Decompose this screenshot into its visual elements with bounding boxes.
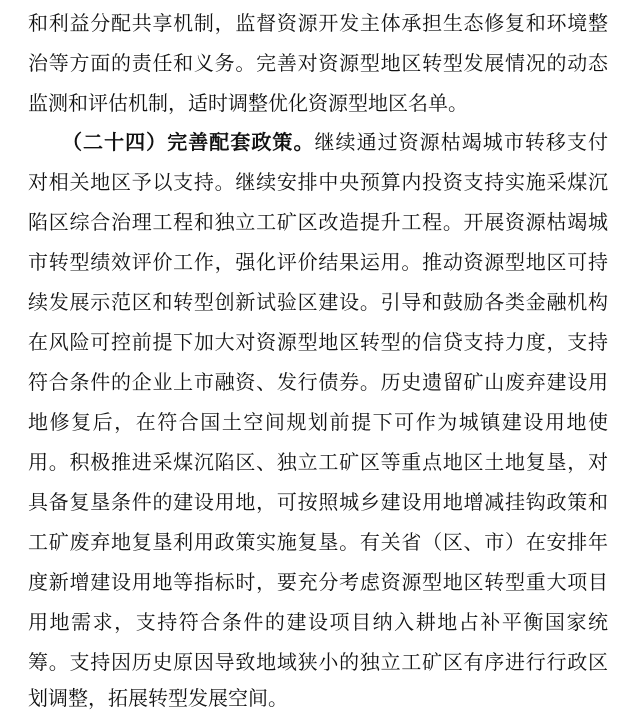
paragraph-2-line-2: 对相关地区予以支持。继续安排中央预算内投资支持实施采煤沉 — [28, 170, 608, 194]
section-heading: （二十四）完善配套政策。 — [62, 130, 315, 154]
paragraph-2-line-13: 用地需求，支持符合条件的建设项目纳入耕地占补平衡国家统 — [28, 610, 608, 634]
paragraph-2-line-15: 划调整，拓展转型发展空间。 — [28, 686, 288, 710]
paragraph-2-line-5: 续发展示范区和转型创新试验区建设。引导和鼓励各类金融机构 — [28, 290, 608, 314]
paragraph-2-line-1-rest: 继续通过资源枯竭城市转移支付 — [314, 130, 609, 154]
paragraph-1-line-3: 监测和评估机制，适时调整优化资源型地区名单。 — [28, 91, 468, 115]
paragraph-2-line-9: 用。积极推进采煤沉陷区、独立工矿区等重点地区土地复垦，对 — [28, 450, 608, 474]
paragraph-1-line-1: 和利益分配共享机制，监督资源开发主体承担生态修复和环境整 — [28, 11, 608, 35]
paragraph-2-line-7: 符合条件的企业上市融资、发行债券。历史遗留矿山废弃建设用 — [28, 370, 608, 394]
paragraph-2-line-10: 具备复垦条件的建设用地，可按照城乡建设用地增减挂钩政策和 — [28, 490, 608, 514]
paragraph-2-line-1 — [62, 122, 608, 162]
paragraph-2-line-3: 陷区综合治理工程和独立工矿区改造提升工程。开展资源枯竭城 — [28, 210, 608, 234]
paragraph-2-line-4: 市转型绩效评价工作，强化评价结果运用。推动资源型地区可持 — [28, 250, 608, 274]
paragraph-2-line-8: 地修复后，在符合国土空间规划前提下可作为城镇建设用地使 — [28, 410, 608, 434]
paragraph-2-line-14: 筹。支持因历史原因导致地域狭小的独立工矿区有序进行行政区 — [28, 650, 608, 674]
paragraph-2-line-12: 度新增建设用地等指标时，要充分考虑资源型地区转型重大项目 — [28, 570, 608, 594]
paragraph-2-line-6: 在风险可控前提下加大对资源型地区转型的信贷支持力度，支持 — [28, 330, 608, 354]
paragraph-1-line-2: 治等方面的责任和义务。完善对资源型地区转型发展情况的动态 — [28, 51, 608, 75]
paragraph-2-line-11: 工矿废弃地复垦利用政策实施复垦。有关省（区、市）在安排年 — [28, 530, 608, 554]
